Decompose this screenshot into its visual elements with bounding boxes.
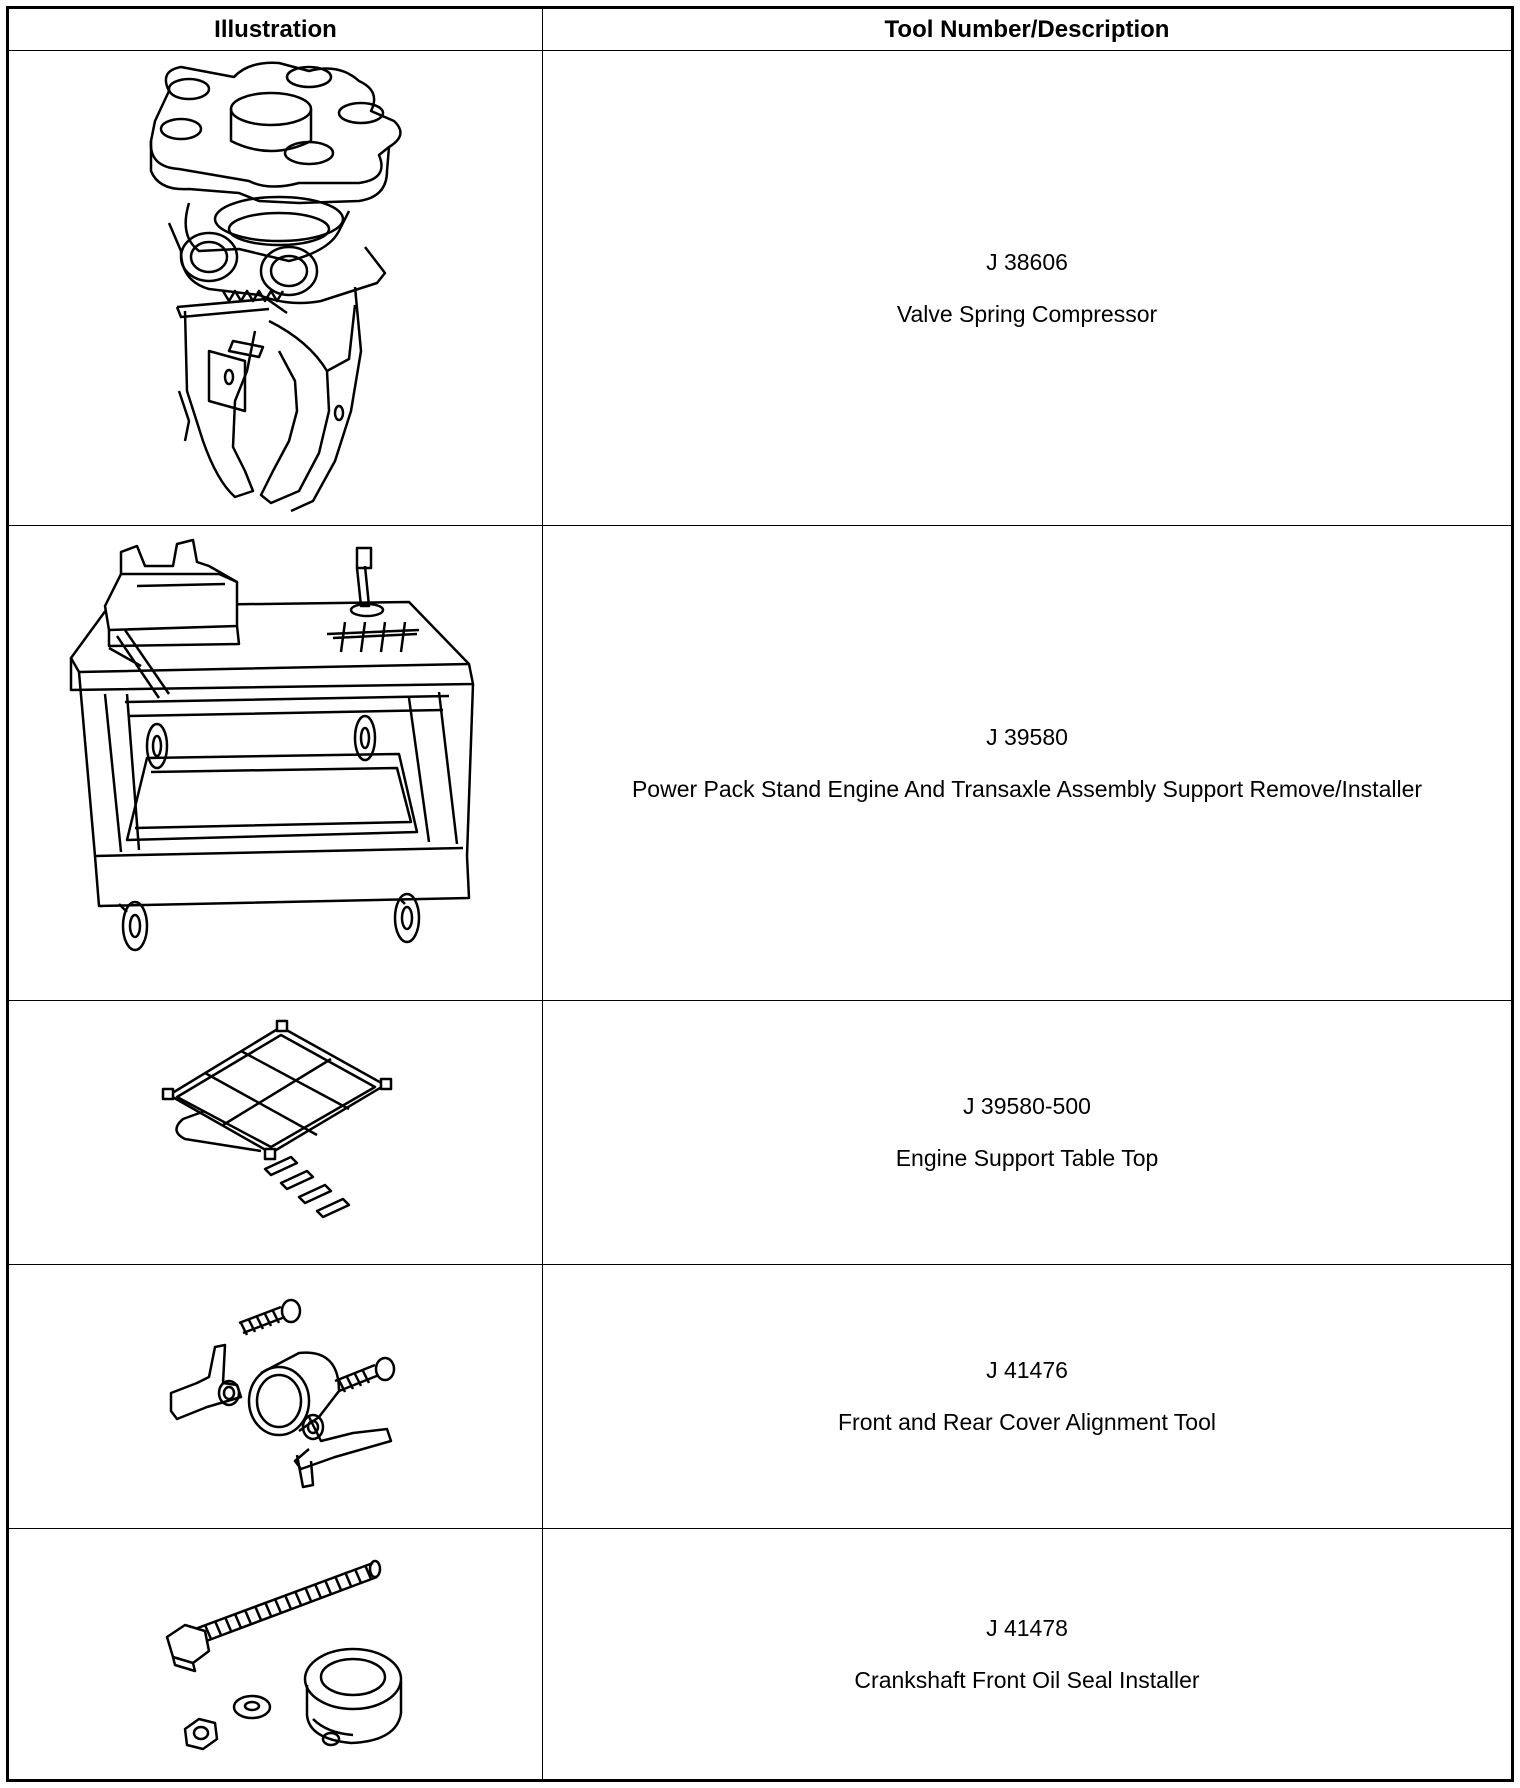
tool-description-cell — [543, 1265, 1511, 1528]
tool-description: Engine Support Table Top — [895, 1145, 1159, 1171]
tool-description-cell — [543, 526, 1511, 1000]
table-row — [9, 1000, 1511, 1264]
seal-installer-icon — [9, 1529, 543, 1780]
tool-description: Valve Spring Compressor — [896, 300, 1158, 327]
table-row — [9, 525, 1511, 1000]
illustration-cell — [9, 1265, 543, 1528]
special-tools-table — [6, 6, 1514, 1782]
tool-number: J 41478 — [986, 1614, 1068, 1641]
table-row — [9, 1264, 1511, 1528]
tool-number: J 39580-500 — [963, 1093, 1091, 1119]
tool-description-cell — [543, 1001, 1511, 1264]
tool-description-cell — [543, 1529, 1511, 1779]
table-row — [9, 50, 1511, 525]
cover-alignment-tool-icon — [9, 1265, 543, 1529]
tool-description: Front and Rear Cover Alignment Tool — [838, 1409, 1216, 1435]
engine-stand-icon — [9, 526, 543, 1001]
valve-spring-compressor-icon — [9, 51, 543, 526]
illustration-cell — [9, 1529, 543, 1779]
table-top-frame-icon — [9, 1001, 543, 1265]
tool-description: Power Pack Stand Engine And Transaxle Assembly Support Remove/Installer — [631, 775, 1423, 802]
tool-number: J 41476 — [986, 1357, 1068, 1383]
tool-description: Crankshaft Front Oil Seal Installer — [854, 1666, 1200, 1693]
illustration-cell — [9, 526, 543, 1000]
header-tool-description: Tool Number/Description — [884, 15, 1170, 43]
header-illustration: Illustration — [9, 9, 543, 50]
illustration-cell — [9, 1001, 543, 1264]
illustration-cell — [9, 51, 543, 525]
table-header-row — [9, 9, 1511, 50]
tool-number: J 38606 — [986, 248, 1068, 275]
tool-number: J 39580 — [986, 723, 1068, 750]
table-row — [9, 1528, 1511, 1779]
tool-description-cell — [543, 51, 1511, 525]
